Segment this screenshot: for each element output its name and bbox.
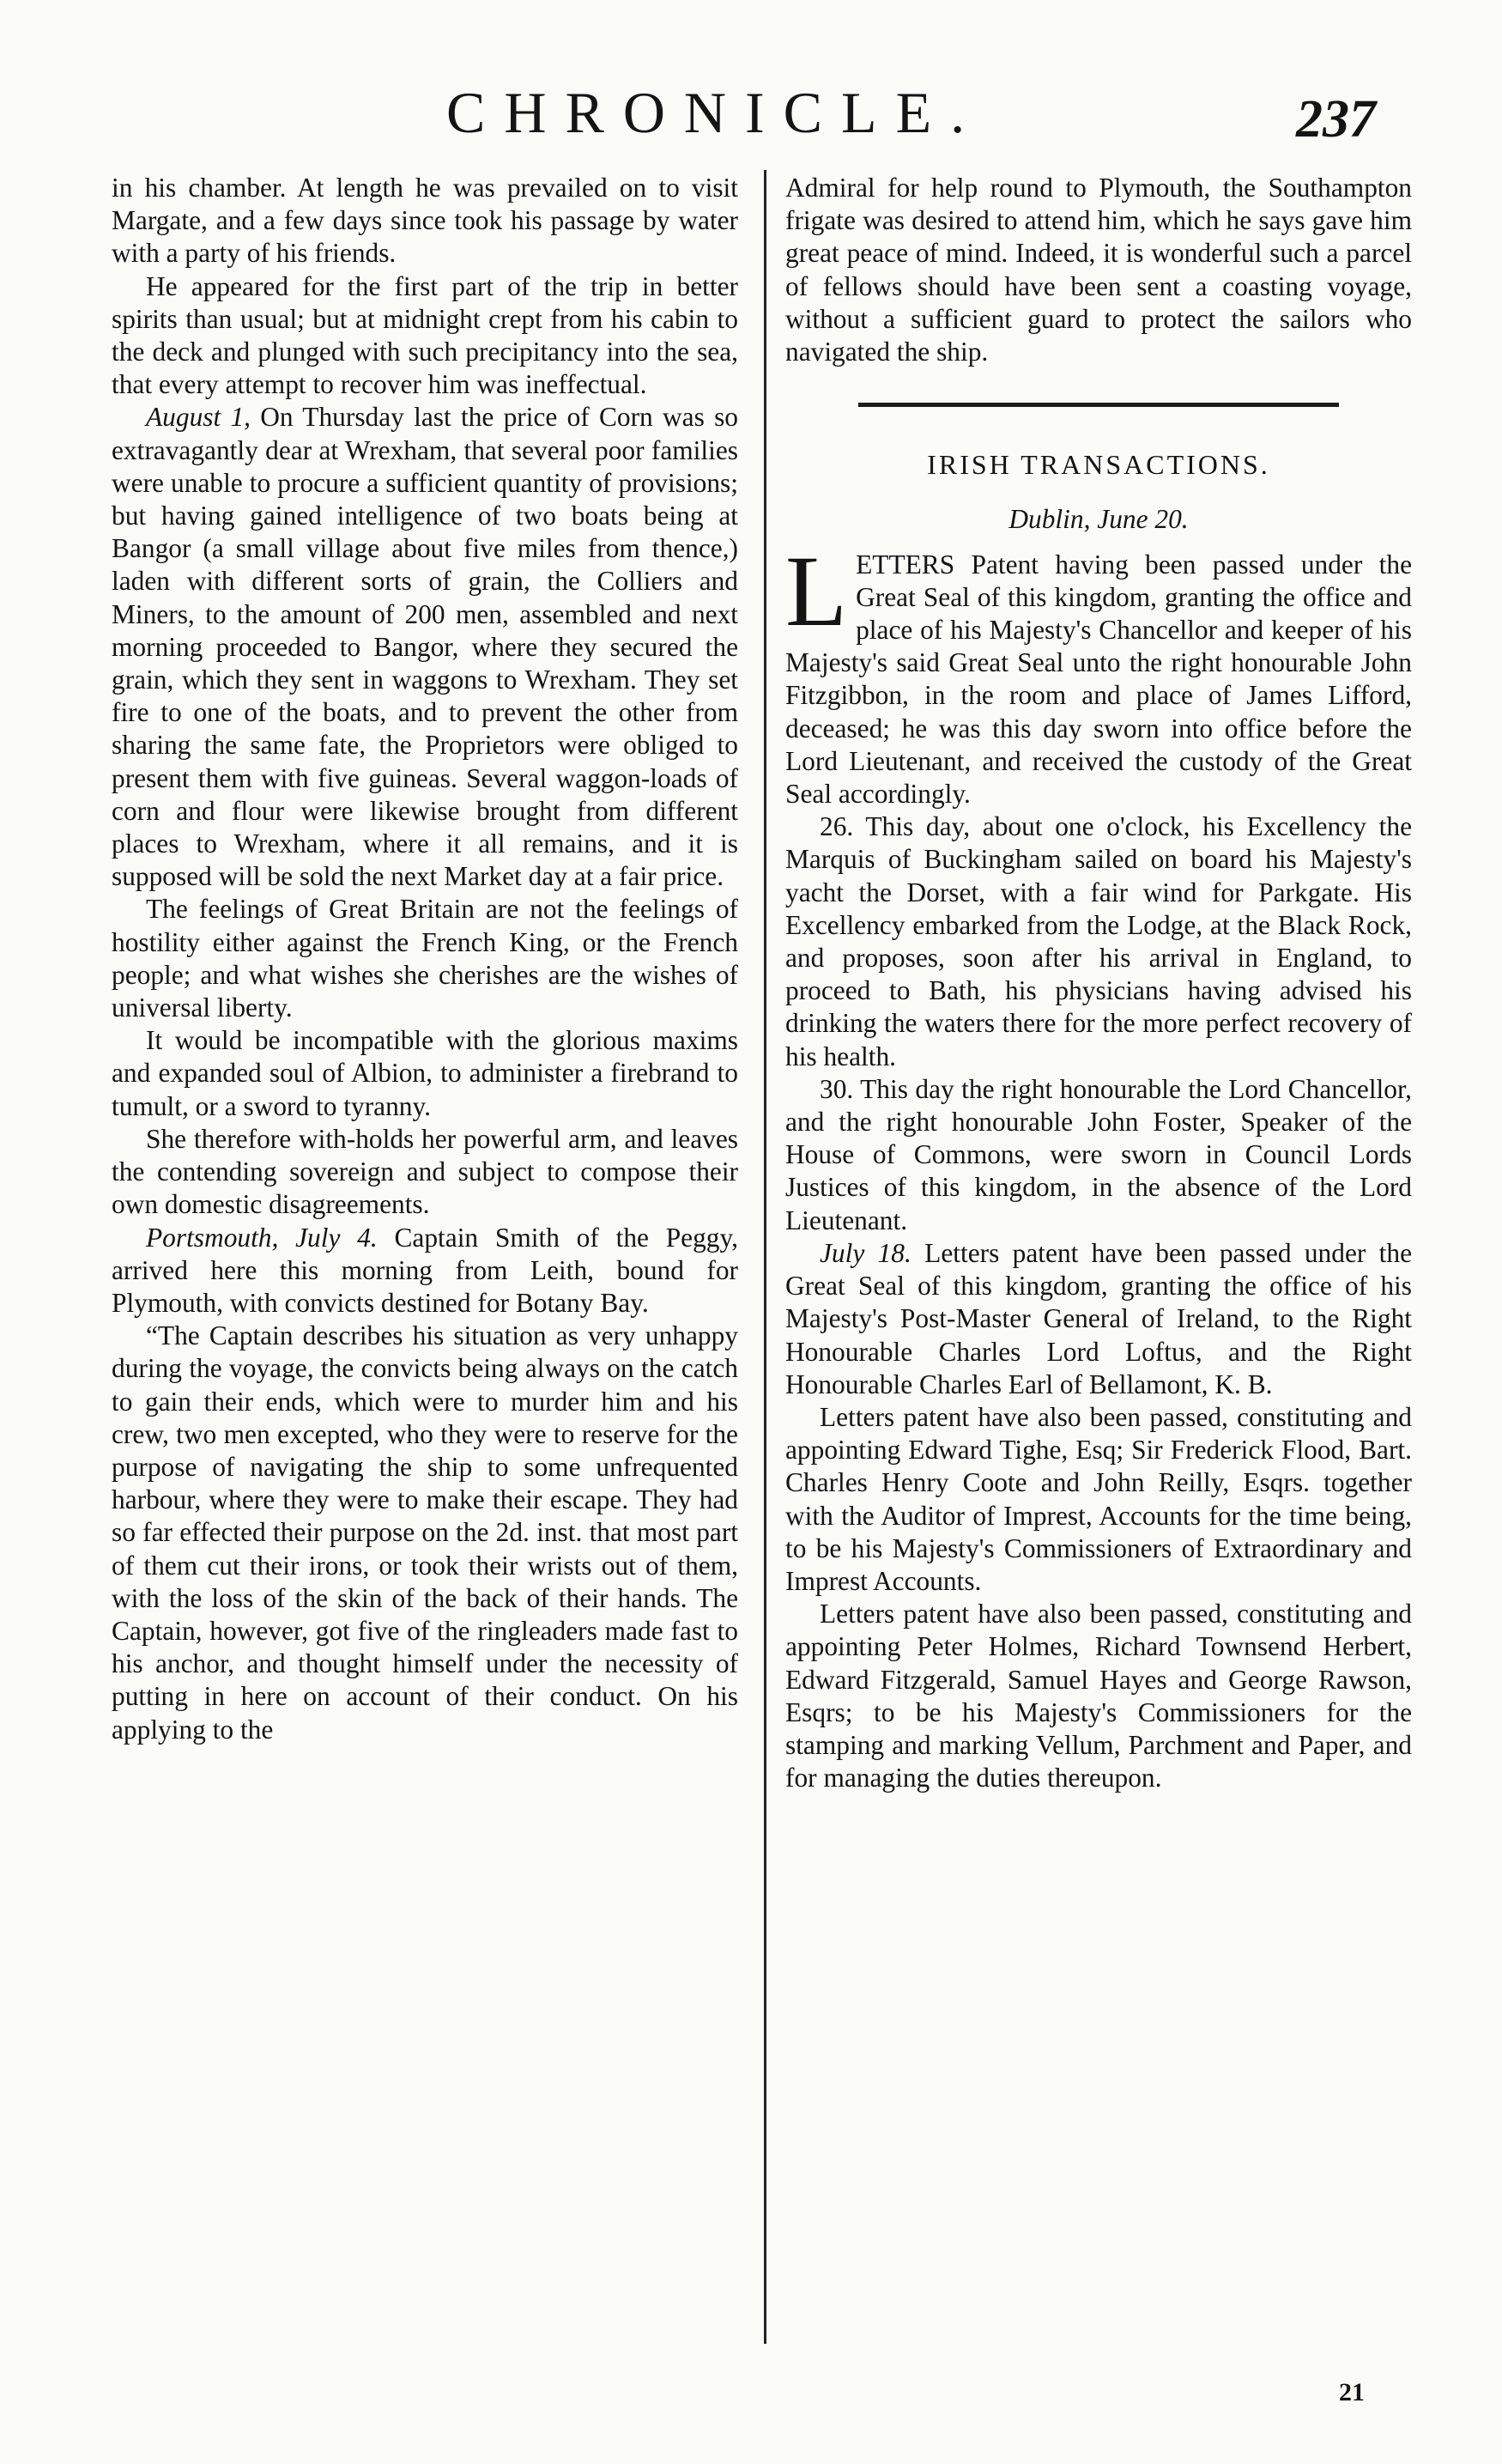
paragraph: Admiral for help round to Plymouth, the Southampton frigate was desired to attend him, which he says gave him great peace of mind. Indeed, it is wonderful such a parcel of fellows should have been sent a coasting voyage, without a sufficient guard to protect the sailors who navigated the ship. [785,173,1412,367]
paragraph: “The Captain describes his situation as very unhappy during the voyage, the convicts being always on the catch to gain their ends, which were to murder him and his crew, two men excepted, who they were to reserve for the purpose of navigating the ship to some unfrequented harbour, where they were to make their escape. They had so far effected their purpose on the 2d. inst. that most part of them cut their irons, or took their wrists out of them, with the loss of the skin of the back of their hands. The Captain, however, got five of the ringleaders made fast to his anchor, and thought himself under the necessity of putting in here on account of their conduct. On his applying to the [112,1320,738,1745]
signature-mark: 21 [1339,2378,1365,2406]
paragraph: The feelings of Great Britain are not the feelings of hostility either against the French King, or the French people; and what wishes she cherishes are the wishes of universal liberty. [112,894,738,1023]
page-number: 237 [1296,90,1376,149]
paragraph: It would be incompatible with the glorious maxims and expanded soul of Albion, to administer a firebrand to tumult, or a sword to tyranny. [112,1025,738,1121]
running-head: CHRONICLE. [446,80,984,145]
paragraph [112,401,738,893]
paragraph: He appeared for the first part of the trip in better spirits than usual; but at midnight crept from his cabin to the deck and plunged with such precipitancy into the sea, that every attempt to recover him was ineffectual. [112,270,738,400]
paragraph-text: ETTERS Patent having been passed under the Great Seal of this kingdom, granting the office and place of his Majesty's Chancellor and keeper of his Majesty's said Great Seal unto the right honourable John Fitzgibbon, in the room and place of James Lifford, deceased; he was this day sworn into office before the Lord Lieutenant, and received the custody of the Great Seal accordingly. [785,549,1412,810]
section-heading: IRISH TRANSACTIONS. [927,449,1270,481]
drop-cap: L [785,534,848,647]
paragraph: Letters patent have also been passed, constituting and appointing Peter Holmes, Richard Townsend Herbert, Edward Fitzgerald, Samuel Hayes and George Rawson, Esqrs; to be his Majesty's Commissioners for the stamping and marking Vellum, Parchment and Paper, and for managing the duties thereupon. [785,1599,1412,1793]
paragraph [785,534,1412,811]
section-divider [858,403,1339,407]
paragraph: in his chamber. At length he was prevailed on to visit Margate, and a few days since took his passage by water with a party of his friends. [112,173,738,269]
paragraph: She therefore with-holds her powerful arm, and leaves the contending sovereign and subject to compose their own domestic disagreements. [112,1123,738,1220]
dateline-inline: Portsmouth, July 4. [146,1222,378,1253]
paragraph-text: Letters patent have been passed under the Great Seal of this kingdom, granting the office of his Majesty's Post-Master General of Ireland, to the Right Honourable Charles Lord Loftus, and the Right Honourable Charles Earl of Bellamont, K. B. [785,1237,1413,1399]
paragraph [785,1237,1412,1401]
paragraph: Letters patent have also been passed, constituting and appointing Edward Tighe, Esq; Sir Frederick Flood, Bart. Charles Henry Coote and John Reilly, Esqrs. together with the Auditor of Imprest, Accounts for the time being, to be his Majesty's Commissioners of Extraordinary and Imprest Accounts. [785,1401,1412,1596]
paragraph: 30. This day the right honourable the Lord Chancellor, and the right honourable John Foster, Speaker of the House of Commons, were sworn in Council Lords Justices of this kingdom, in the absence of the Lord Lieutenant. [785,1073,1412,1235]
left-column [112,172,738,1746]
right-column [785,172,1412,1794]
paragraph: 26. This day, about one o'clock, his Excellency the Marquis of Buckingham sailed on board his Majesty's yacht the Dorset, with a fair wind for Parkgate. His Excellency embarked from the Lodge, at the Black Rock, and proposes, soon after his arrival in England, to proceed to Bath, his physicians having advised his drinking the waters there for the more perfect recovery of his health. [785,811,1412,1071]
paragraph-text: Captain Smith of the Peggy, arrived here this morning from Leith, bound for Plymouth, with convicts destined for Botany Bay. [112,1222,738,1318]
dateline-inline: August 1, [146,402,251,433]
dateline: Dublin, June 20. [1008,504,1189,535]
column-rule [764,170,766,2344]
paragraph-text: On Thursday last the price of Corn was so extravagantly dear at Wrexham, that several poor families were unable to procure a sufficient quantity of provisions; but having gained intelligence of two boats being at Bangor (a small village about five miles from thence,) laden with different sorts of grain, the Colliers and Miners, to the amount of 200 men, assembled and next morning proceeded to Bangor, where they secured the grain, which they sent in waggons to Wrexham. They set fire to one of the boats, and to prevent the other from sharing the same fate, the Proprietors were obliged to present them with five guineas. Several waggon-loads of corn and flour were likewise brought from different places to Wrexham, where it all remains, and it is supposed will be sold the next Market day at a fair price. [112,402,738,892]
paragraph [112,1222,738,1320]
dateline-inline: July 18. [820,1237,911,1268]
